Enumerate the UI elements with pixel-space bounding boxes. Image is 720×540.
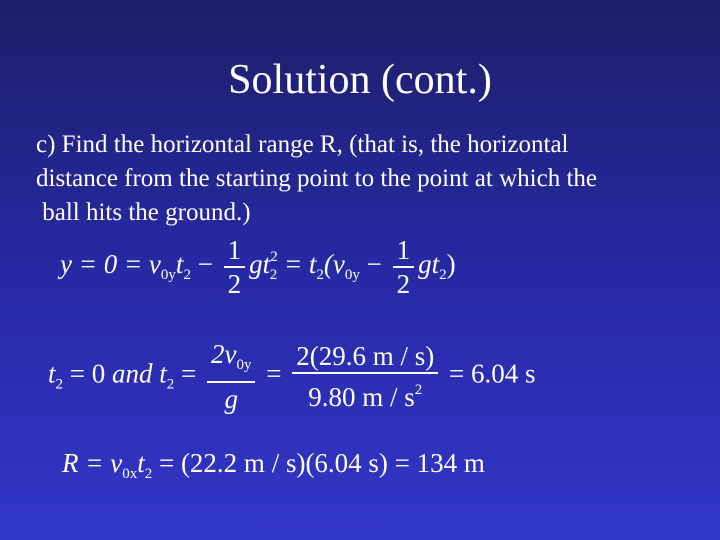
fraction-one-half: $\frac{1}{2}$: [224, 234, 246, 300]
problem-line-1: c) Find the horizontal range R, (that is, the horizontal: [36, 131, 569, 158]
slide-title: Solution (cont.): [228, 57, 492, 103]
problem-line-3: ball hits the ground.): [36, 199, 251, 226]
equation-range: $R = v_{0x}t_2 = (22.2$ m / s)(6.04 s) = 134 m: [62, 448, 485, 482]
problem-statement: [36, 128, 696, 230]
fraction-numeric: $\frac{2(29.6 m / s)}{9.80 m / s^2}$: [292, 340, 438, 413]
equation-trajectory: $y = 0 = v_{0y}t_2$ − $\frac{1}{2}$ $gt^2_2 = t_2(v_{0y}$ − $\frac{1}{2}$ $gt_2$): [60, 235, 456, 299]
fraction-2v-over-g: $\frac{2v_{0y}}{g}$: [207, 338, 255, 415]
problem-line-2: distance from the starting point to the point at which the: [36, 165, 597, 192]
equation-time-of-flight: $t_2 = 0$ and $t_2$ = $\frac{2v_{0y}}{g}$ = $\frac{2(29.6 m / s)}{9.80 m / s^2}$ = 6.04 s: [48, 339, 536, 414]
fraction-one-half-2: $\frac{1}{2}$: [393, 234, 415, 300]
